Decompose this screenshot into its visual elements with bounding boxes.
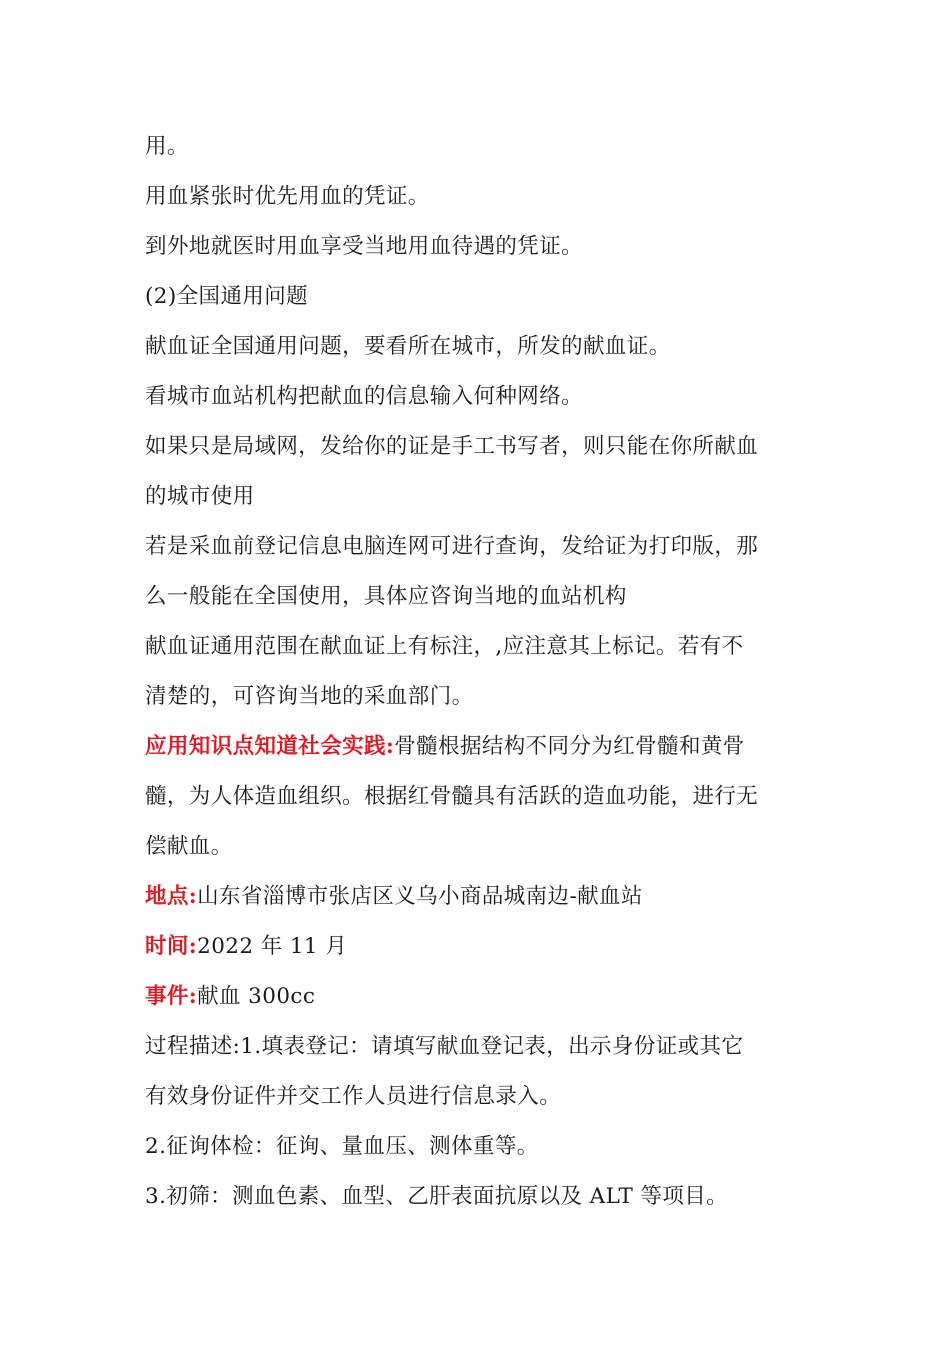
document-body bbox=[145, 122, 815, 1222]
text-line: 到外地就医时用血享受当地用血待遇的凭证。 bbox=[145, 234, 584, 259]
text-line: 献血证通用范围在献血证上有标注，,应注意其上标记。若有不 bbox=[145, 634, 744, 659]
location-line bbox=[145, 872, 815, 922]
text-line: 的城市使用 bbox=[145, 484, 255, 509]
practice-text: 骨髓根据结构不同分为红骨髓和黄骨 bbox=[394, 734, 745, 759]
practice-line: 髓，为人体造血组织。根据红骨髓具有活跃的造血功能，进行无 bbox=[145, 784, 759, 809]
time-value: 2022 年 11 月 bbox=[197, 934, 348, 959]
practice-label: 应用知识点知道社会实践: bbox=[145, 734, 395, 759]
event-line bbox=[145, 972, 815, 1022]
text-line: 用。 bbox=[145, 134, 189, 159]
process-line: 过程描述:1.填表登记：请填写献血登记表，出示身份证或其它 bbox=[145, 1034, 744, 1059]
text-line: 若是采血前登记信息电脑连网可进行查询，发给证为打印版，那 bbox=[145, 534, 759, 559]
text-line: 么一般能在全国使用，具体应咨询当地的血站机构 bbox=[145, 584, 627, 609]
event-value: 献血 300cc bbox=[197, 984, 316, 1009]
text-line: 献血证全国通用问题，要看所在城市，所发的献血证。 bbox=[145, 334, 671, 359]
location-value: 山东省淄博市张店区义乌小商品城南边-献血站 bbox=[197, 884, 643, 909]
location-label: 地点: bbox=[145, 884, 198, 909]
text-line: 如果只是局域网，发给你的证是手工书写者，则只能在你所献血 bbox=[145, 434, 759, 459]
practice-line: 偿献血。 bbox=[145, 834, 233, 859]
text-line: 清楚的，可咨询当地的采血部门。 bbox=[145, 684, 474, 709]
event-label: 事件: bbox=[145, 984, 198, 1009]
practice-line bbox=[145, 722, 815, 772]
section-heading: (2)全国通用问题 bbox=[145, 284, 309, 309]
text-line: 看城市血站机构把献血的信息输入何种网络。 bbox=[145, 384, 584, 409]
text-line: 用血紧张时优先用血的凭证。 bbox=[145, 184, 430, 209]
process-line: 3.初筛：测血色素、血型、乙肝表面抗原以及 ALT 等项目。 bbox=[145, 1184, 729, 1209]
process-line: 2.征询体检：征询、量血压、测体重等。 bbox=[145, 1134, 539, 1159]
time-label: 时间: bbox=[145, 934, 198, 959]
time-line bbox=[145, 922, 815, 972]
process-line: 有效身份证件并交工作人员进行信息录入。 bbox=[145, 1084, 562, 1109]
